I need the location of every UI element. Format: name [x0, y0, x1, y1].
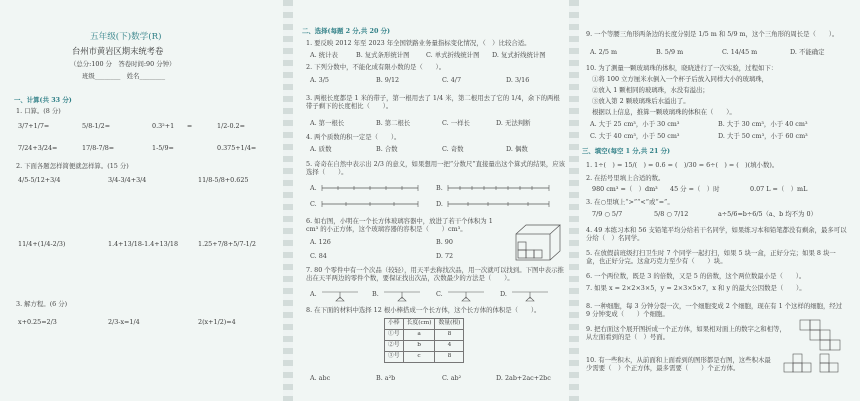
option: D. 偶数	[506, 145, 528, 153]
math-item: 1.25+7/8+5/7-1/2	[198, 240, 256, 248]
question-text: 2. 在括号里填上合适的数。	[586, 174, 665, 182]
math-item: x+0.25=2/3	[18, 318, 57, 326]
option: D. 72	[436, 252, 454, 260]
option: D.	[500, 290, 507, 298]
option: A. 2/5 m	[590, 48, 618, 56]
exam-header: 五年级(下)数学(R)	[90, 32, 162, 42]
page-spine	[283, 0, 293, 401]
question-text: 3. 解方程。(6 分)	[16, 300, 68, 308]
question-text: 1. 1÷( ) = 15/( ) = 0.6 = ( )/30 = 6÷( ) = ( )(填小数)。	[586, 161, 779, 169]
block-view-figure	[780, 352, 840, 374]
fill-item: 45 分 =（ ）时	[670, 185, 720, 193]
option: D. 2ab+2ac+2bc	[496, 374, 551, 382]
option: A. 大于 25 cm³，小于 30 cm³	[590, 120, 680, 128]
option: C. 4/7	[442, 76, 462, 84]
option: D. 复式折线统计图	[492, 51, 546, 59]
option: A. 质数	[310, 145, 332, 153]
balance-scale-c	[446, 286, 486, 302]
fraction-ruler-c	[320, 199, 420, 209]
experiment-step: 根据以上信息，推算一颗玻璃珠的体积在（ ）。	[592, 108, 736, 116]
math-item: 1/2-0.2=	[217, 122, 245, 130]
option: D. 不能确定	[790, 48, 825, 56]
option: B. a²b	[376, 374, 396, 382]
question-text: 8. 在下面的材料中选择 12 根小棒搭成一个长方体，这个长方体的体积是（ ）。	[306, 306, 541, 314]
option: B. 第二根长	[376, 119, 411, 127]
table-cell: a	[403, 330, 435, 341]
question-text: 7. 如果 x = 2×2×3×5，y = 2×3×5×7，x 和 y 的最大公因数是（ ）。	[586, 284, 806, 292]
question-text: 6. 一个两位数，既是 3 的倍数，又是 5 的倍数，这个两位数最小是（ ）。	[586, 272, 806, 280]
math-item: 5/8-1/2=	[82, 122, 111, 130]
option: B. 合数	[376, 145, 398, 153]
option: C. 奇数	[442, 145, 464, 153]
table-cell: 8	[435, 330, 464, 341]
option: B.	[436, 184, 443, 192]
page-spine	[569, 0, 579, 401]
question-text: 10. 为了测量一颗玻璃珠的体积，晓晓进行了一次实验，过程如下：	[586, 64, 778, 72]
experiment-step: ①将 100 立方厘米水倒入一个杯子后放入同样大小的玻璃珠，	[592, 75, 769, 83]
fraction-ruler-d	[446, 199, 551, 209]
question-text: 3. 在○里填上“>”“<”或“=”。	[586, 198, 674, 206]
option: C. 14/45 m	[722, 48, 758, 56]
right-page	[580, 0, 852, 401]
section-heading: 一、计算(共 33 分)	[14, 96, 72, 104]
fill-item: a÷5/6=b÷6/5（a、b 均不为 0）	[718, 210, 817, 218]
section-heading: 三、填空(每空 1 分,共 21 分)	[582, 147, 671, 155]
table-row	[385, 330, 464, 341]
question-text: 2. 下列分数中，不能化成有限小数的是（ ）。	[306, 63, 446, 71]
math-item: 1-5/9=	[152, 144, 174, 152]
table-header: 数量(根)	[435, 319, 464, 330]
table-header: 小棒	[385, 319, 404, 330]
option: C. 单式折线统计图	[426, 51, 480, 59]
fraction-ruler-a	[320, 183, 420, 193]
question-text: 9. 一个等腰三角形两条边的长度分别是 1/5 m 和 5/9 m，这个三角形的周长是（ ）。	[586, 30, 839, 38]
table-cell: 8	[435, 352, 464, 363]
table-row	[385, 341, 464, 352]
math-item: 17/8-7/8=	[82, 144, 115, 152]
question-text: 4. 两个质数的积一定是（ ）。	[306, 133, 401, 141]
table-cell: ②号	[385, 341, 404, 352]
option: A. 126	[310, 238, 331, 246]
option: D. 大于 50 cm³，小于 60 cm³	[718, 132, 808, 140]
name-row: 班级________ 姓名________	[82, 72, 166, 80]
question-text: 9. 把右面这个展开图折成一个正方体，如果相对面上的数字之和相等，从左面看到的是（ ）号面。	[586, 325, 786, 341]
option: C. 84	[310, 252, 327, 260]
fill-item: 5/8 ○ 7/12	[654, 210, 689, 218]
cube-net-figure	[798, 318, 846, 352]
exam-title: 台州市黄岩区期末统考卷	[72, 46, 164, 56]
question-text: 5. 奇奇在自然中表示出 2/3 的意义，如果想用一把“分数尺”直接量出这个算式的结果，应该选择（ ）。	[306, 160, 566, 176]
option: A. 第一根长	[310, 119, 345, 127]
math-item: 2(x+1/2)=4	[198, 318, 236, 326]
question-text: 2. 下面各题怎样简便就怎样算。(15 分)	[16, 162, 129, 170]
option: A. abc	[310, 374, 331, 382]
middle-page	[296, 0, 566, 401]
option: D. 无法判断	[496, 119, 531, 127]
question-text: 5. 在放假前班级打扫卫生时 7 个同学一起打扫，如果 5 块一盒，正好分完；如果 8 块一盒，也正好分完。这盒巧克力至少有（ ）块。	[586, 249, 836, 265]
option: A.	[310, 290, 317, 298]
math-item: 0.375+1/4=	[217, 144, 257, 152]
question-text: 10. 有一些积木，从前面和上面看到的图形都是右图，这些积木最少需要（ ）个正方体，最多需要（ ）个正方体。	[586, 356, 771, 372]
materials-table	[384, 318, 464, 363]
fill-item: 7/9 ○ 5/7	[592, 210, 623, 218]
math-item: 3/4-3/4+3/4	[108, 176, 147, 184]
math-item: 0.3²+1 =	[152, 122, 193, 130]
option: B.	[372, 290, 379, 298]
option: B. 90	[436, 238, 453, 246]
question-text: 1. 要反映 2012 年至 2023 年全国铁路业务量指标变化情况，（ ）比较合适。	[306, 39, 531, 47]
option: B. 5/9 m	[656, 48, 684, 56]
question-text: 4. 49 本练习本和 56 支铅笔平均分给若干名同学，如果练习本和铅笔都没有剩余，最多可以分给（ ）名同学。	[586, 226, 847, 242]
option: C.	[310, 200, 317, 208]
question-text: 8. 一种细胞，每 3 分钟分裂一次，一个细胞变成 2 个细胞，现在有 1 个这样的细胞，经过 9 分钟变成（ ）个细胞。	[586, 302, 843, 318]
question-text: 7. 80 个零件中有一个次品（较轻），用天平去称找次品，用一次就可以找到。下图中表示推出在天平两边的零件个数，要保证找出次品，次数最少的方法是（ ）。	[306, 266, 564, 282]
left-page	[12, 0, 277, 401]
balance-scale-a	[320, 286, 360, 302]
option: A. 统计表	[310, 51, 338, 59]
glass-container-figure	[514, 222, 562, 262]
option: C.	[436, 290, 443, 298]
fill-item: 0.07 L =（ ）mL	[750, 185, 808, 193]
math-item: 7/24+3/24=	[18, 144, 58, 152]
experiment-step: ②放入 1 颗相同的玻璃珠，水没有溢出；	[592, 86, 709, 94]
option: D.	[436, 200, 443, 208]
math-item: 3/7+1/7=	[18, 122, 50, 130]
section-heading: 二、选择(每题 2 分,共 20 分)	[302, 27, 391, 35]
fraction-ruler-b	[446, 183, 551, 193]
balance-scale-b	[382, 286, 422, 302]
option: B. 9/12	[376, 76, 400, 84]
math-item: 2/3-x=1/4	[108, 318, 140, 326]
table-cell: c	[403, 352, 435, 363]
exam-meta: （总分:100 分 答卷时间:90 分钟）	[70, 60, 176, 68]
option: B. 复式条形统计图	[356, 51, 410, 59]
option: C. 一样长	[442, 119, 470, 127]
experiment-step: ③放入第 2 颗玻璃珠后水溢出了。	[592, 97, 690, 105]
table-cell: ①号	[385, 330, 404, 341]
option: A.	[310, 184, 317, 192]
balance-scale-d	[510, 286, 550, 302]
question-text: 3. 两根长度都是 1 米的带子，第一根用去了 1/4 米，第二根用去了它的 1/4，余下的两根带子剩下的长度相比（ ）。	[306, 94, 560, 110]
fill-item: 980 cm³ =（ ）dm³	[592, 185, 658, 193]
math-item: 4/5-5/12+3/4	[18, 176, 61, 184]
math-item: 11/4+(1/4-2/3)	[18, 240, 66, 248]
question-text: 1. 口算。(8 分)	[16, 107, 61, 115]
question-text: 6. 如右图，小明在一个长方体玻璃容器中，放进了若干个体积为 1 cm³ 的小正方体，这个玻璃容器的容积是（ ）cm³。	[306, 217, 493, 233]
option: C. 大于 40 cm³，小于 50 cm³	[590, 132, 680, 140]
option: D. 3/16	[506, 76, 530, 84]
math-item: 11/8-5/8+0.625	[198, 176, 249, 184]
table-cell: b	[403, 341, 435, 352]
table-header: 长度(cm)	[403, 319, 435, 330]
option: A. 3/5	[310, 76, 329, 84]
option: C. ab²	[442, 374, 462, 382]
table-cell: ③号	[385, 352, 404, 363]
table-row	[385, 352, 464, 363]
math-item: 1.4+13/18-1.4+13/18	[108, 240, 179, 248]
table-cell: 4	[435, 341, 464, 352]
option: B. 大于 30 cm³，小于 40 cm³	[718, 120, 808, 128]
